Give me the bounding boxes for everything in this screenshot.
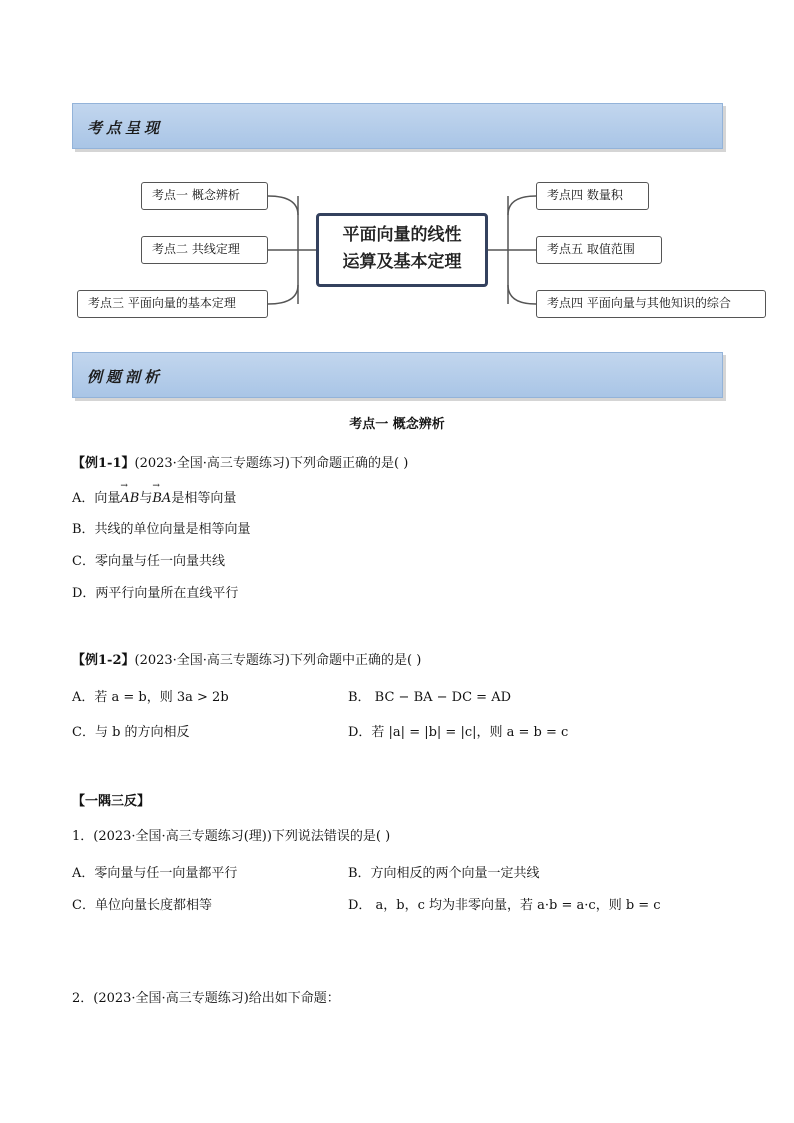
option-text: A．向量 (72, 491, 121, 506)
section-banner-examples (72, 352, 723, 398)
question-2-stem: 2．(2023·全国·高三专题练习)给出如下命题： (72, 991, 340, 1006)
example-1-1-option-a (72, 487, 236, 506)
banner-title: 例题剖析 (87, 368, 164, 386)
mindmap-node-right-3: 考点四 平面向量与其他知识的综合 (536, 290, 766, 318)
example-1-2-option-b: B． BC − BA − DC = AD (348, 690, 512, 705)
example-1-2-option-a: A．若 a = b，则 3a > 2b (72, 690, 229, 705)
mindmap-connectors (0, 0, 794, 340)
question-1-stem: 1．(2023·全国·高三专题练习(理))下列说法错误的是( ) (72, 829, 391, 844)
example-1-1-option-b: B．共线的单位向量是相等向量 (72, 522, 251, 537)
mindmap-center-node (316, 213, 488, 287)
question-1-option-a: A．零向量与任一向量都平行 (72, 866, 238, 881)
vector-ba: → BA (152, 491, 171, 506)
mindmap-node-left-1: 考点一 概念辨析 (141, 182, 268, 210)
section-heading: 考点一 概念辨析 (349, 417, 445, 432)
question-1-option-d: D． a，b，c 均为非零向量，若 a·b = a·c，则 b = c (348, 898, 661, 913)
vector-ab: → AB (120, 491, 139, 506)
mindmap-node-left-3: 考点三 平面向量的基本定理 (77, 290, 268, 318)
example-label: 【例1-2】 (72, 653, 135, 668)
example-1-1-stem (72, 452, 408, 471)
mindmap-node-left-2: 考点二 共线定理 (141, 236, 268, 264)
banner-title: 考点呈现 (87, 119, 164, 137)
example-stem-text: (2023·全国·高三专题练习)下列命题正确的是( ) (134, 456, 409, 471)
example-1-2-option-d: D．若 |a| = |b| = |c|，则 a = b = c (348, 725, 569, 740)
practice-label: 【一隅三反】 (72, 794, 151, 809)
example-1-2-stem (72, 649, 421, 668)
question-1-option-c: C．单位向量长度都相等 (72, 898, 212, 913)
option-text: 与 (139, 491, 153, 506)
mindmap-center-line2: 运算及基本定理 (342, 252, 462, 272)
mindmap-node-right-2: 考点五 取值范围 (536, 236, 662, 264)
example-stem-text: (2023·全国·高三专题练习)下列命题中正确的是( ) (134, 653, 422, 668)
mindmap-node-right-1: 考点四 数量积 (536, 182, 649, 210)
mindmap-center-line1: 平面向量的线性 (342, 225, 462, 245)
example-1-1-option-d: D．两平行向量所在直线平行 (72, 586, 239, 601)
example-1-1-option-c: C．零向量与任一向量共线 (72, 554, 225, 569)
question-1-option-b: B．方向相反的两个向量一定共线 (348, 866, 540, 881)
option-text: 是相等向量 (171, 491, 237, 506)
example-label: 【例1-1】 (72, 456, 135, 471)
example-1-2-option-c: C．与 b 的方向相反 (72, 725, 190, 740)
